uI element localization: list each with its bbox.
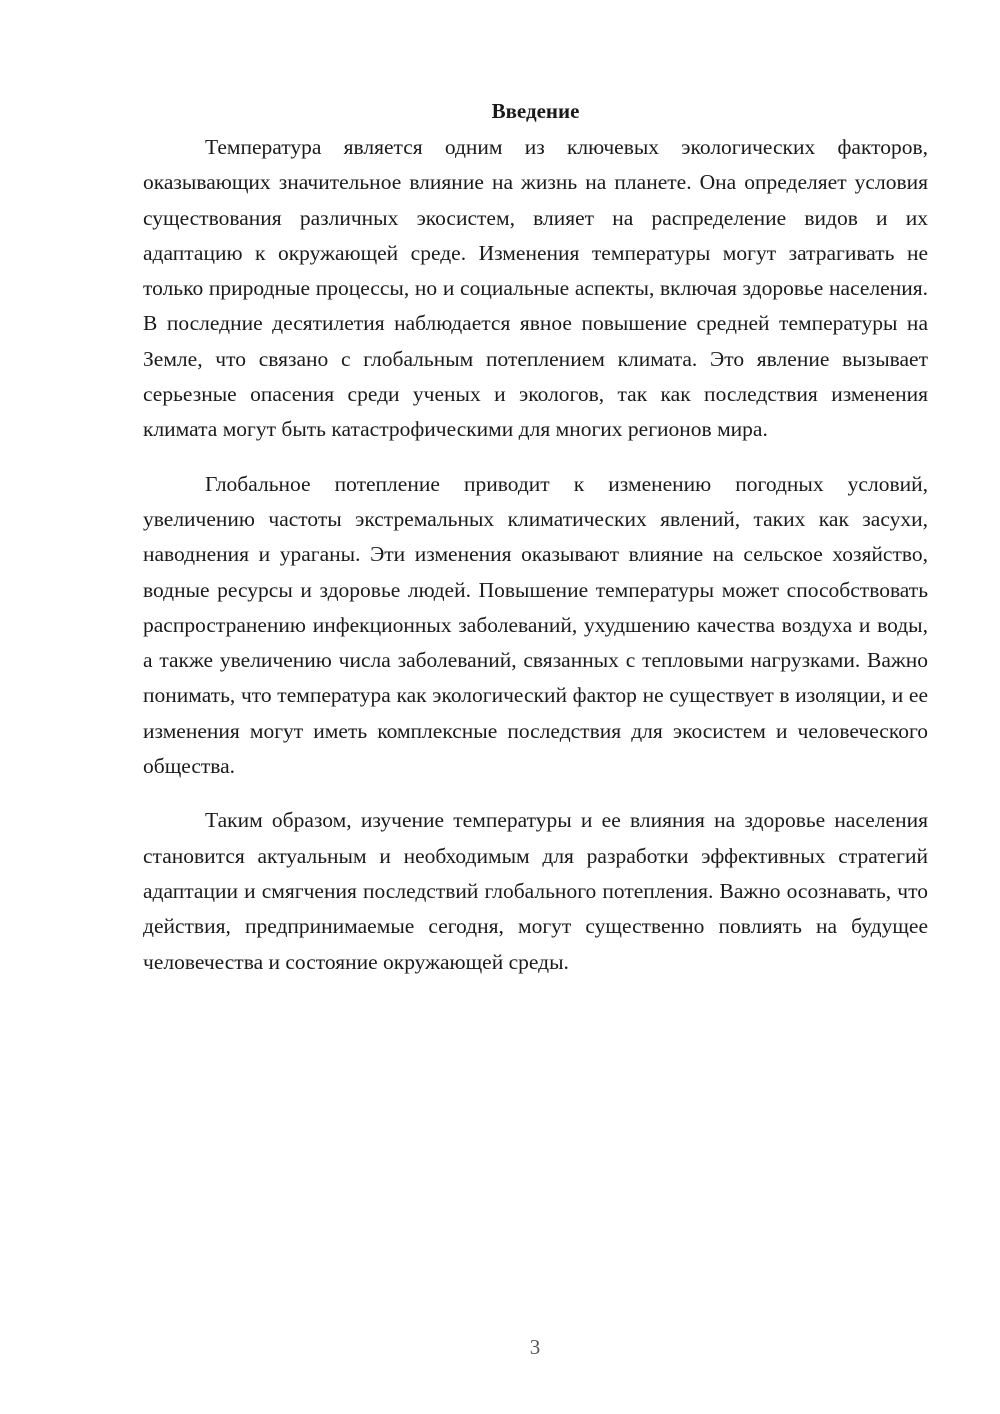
paragraph-global-warming: Глобальное потепление приводит к изменению погодных условий, увеличению частоты экстремальных климатических явлений, таких как засухи, наводнения и ураганы. Эти изменения оказывают влияние на сельское хозяйство, водные ресурсы и здоровье людей. Повышение температуры может способствовать распространению инфекционных заболеваний, ухудшению качества воздуха и воды, а также увеличению числа заболеваний, связанных с тепловыми нагрузками. Важно понимать, что температура как экологический фактор не существует в изоляции, и ее изменения могут иметь комплексные последствия для экосистем и человеческого общества.	[143, 471, 928, 779]
section-title: Введение	[491, 99, 580, 123]
page-content	[143, 96, 928, 980]
paragraph-conclusion: Таким образом, изучение температуры и ее влияния на здоровье населения становится актуальным и необходимым для разработки эффективных стратегий адаптации и смягчения последствий глобального потепления. Важно осознавать, что действия, предпринимаемые сегодня, могут существенно повлиять на будущее человечества и состояние окружающей среды.	[143, 808, 928, 974]
page-number: 3	[529, 1335, 541, 1359]
paragraph-intro: Температура является одним из ключевых экологических факторов, оказывающих значительное влияние на жизнь на планете. Она определяет условия существования различных экосистем, влияет на распределение видов и их адаптацию к окружающей среде. Изменения температуры могут затрагивать не только природные процессы, но и социальные аспекты, включая здоровье населения. В последние десятилетия наблюдается явное повышение средней температуры на Земле, что связано с глобальным потеплением климата. Это явление вызывает серьезные опасения среди ученых и экологов, так как последствия изменения климата могут быть катастрофическими для многих регионов мира.	[143, 135, 928, 442]
